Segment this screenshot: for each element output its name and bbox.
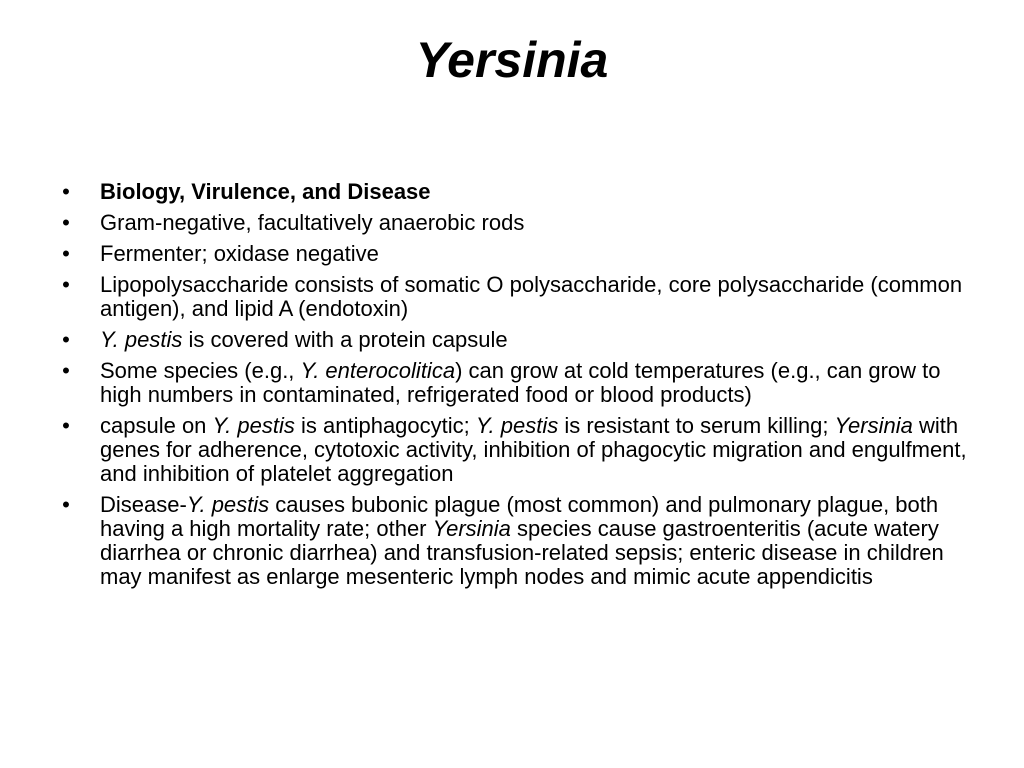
bullet-icon: • <box>62 272 70 297</box>
species-name: Y. enterocolitica <box>300 358 456 383</box>
bullet-item-capsule <box>56 328 976 352</box>
bullet-item-virulence <box>56 414 976 486</box>
bullet-icon: • <box>62 327 70 352</box>
bullet-text: ) can grow at cold temperatures (e.g., can grow to high numbers in contaminated, refrigerated food or blood products) <box>100 358 941 407</box>
bullet-text: is antiphagocytic; <box>294 413 476 438</box>
bullet-icon: • <box>62 358 70 383</box>
bullet-text: Disease- <box>100 492 187 517</box>
bullet-text: Gram-negative, facultatively anaerobic rods <box>100 210 525 235</box>
bullet-item-disease <box>56 493 976 589</box>
genus-name: Yersinia <box>834 413 913 438</box>
bullet-item-heading <box>56 180 976 204</box>
bullet-text: Biology, Virulence, and Disease <box>100 179 431 204</box>
bullet-icon: • <box>62 413 70 438</box>
bullet-text: with genes for adherence, cytotoxic activity, inhibition of phagocytic migration and engulfment, and inhibition of platelet aggregation <box>100 413 967 486</box>
bullet-item-gram <box>56 211 976 235</box>
bullet-text: Some species (e.g., <box>100 358 301 383</box>
bullet-text: causes bubonic plague (most common) and pulmonary plague, both having a high mortality rate; other <box>100 492 939 541</box>
species-name: Y. pestis <box>186 492 270 517</box>
species-name: Y. pestis <box>100 327 183 352</box>
bullet-text: is resistant to serum killing; <box>558 413 835 438</box>
bullet-text: capsule on <box>100 413 213 438</box>
bullet-icon: • <box>62 241 70 266</box>
bullet-text: is covered with a protein capsule <box>182 327 508 352</box>
bullet-list <box>56 180 976 596</box>
bullet-icon: • <box>62 179 70 204</box>
bullet-item-cold-growth <box>56 359 976 407</box>
species-name: Y. pestis <box>212 413 295 438</box>
bullet-icon: • <box>62 492 70 517</box>
slide-title: Yersinia <box>415 32 609 88</box>
bullet-icon: • <box>62 210 70 235</box>
bullet-text: Fermenter; oxidase negative <box>100 241 379 266</box>
genus-name: Yersinia <box>432 516 511 541</box>
bullet-text: species cause gastroenteritis (acute watery diarrhea or chronic diarrhea) and transfusion-related sepsis; enteric disease in children may manifest as enlarge mesenteric lymph nodes and mimic acute appendicitis <box>100 516 944 589</box>
bullet-item-fermenter <box>56 242 976 266</box>
species-name: Y. pestis <box>475 413 559 438</box>
bullet-text: Lipopolysaccharide consists of somatic O polysaccharide, core polysaccharide (common antigen), and lipid A (endotoxin) <box>100 272 963 321</box>
bullet-item-lps <box>56 273 976 321</box>
